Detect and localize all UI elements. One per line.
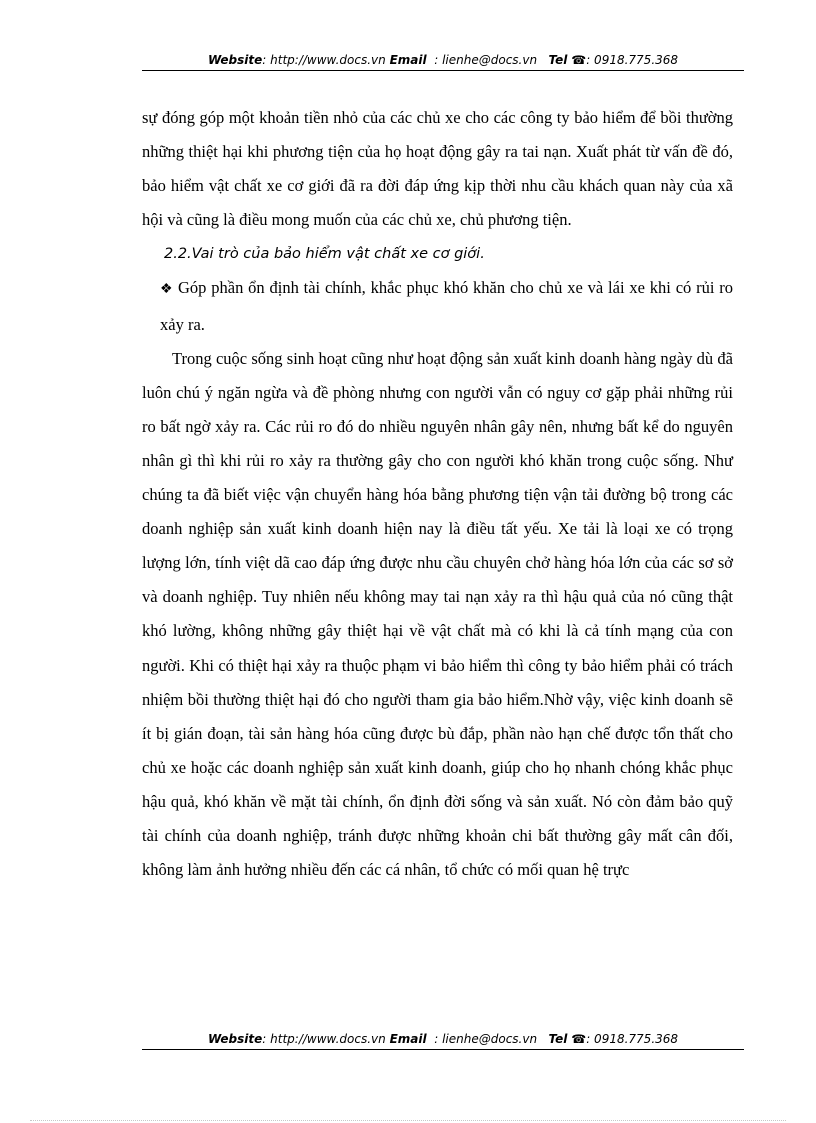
section-heading: 2.2.Vai trò của bảo hiểm vật chất xe cơ giới.: [164, 246, 485, 263]
page-footer: [142, 1031, 744, 1047]
phone-icon: ☎: [571, 1032, 587, 1046]
header-email-address[interactable]: : lienhe@docs.vn: [430, 53, 538, 67]
footer-tel-number: : 0918.775.368: [586, 1032, 679, 1046]
footer-website-url[interactable]: : http://www.docs.vn: [262, 1032, 386, 1046]
diamond-bullet-icon: ❖: [160, 282, 173, 298]
header-email-label: Email: [389, 53, 427, 67]
footer-tel-label: Tel: [548, 1032, 568, 1046]
header-tel-number: : 0918.775.368: [586, 53, 679, 67]
header-divider: [142, 70, 744, 71]
document-body: [142, 101, 733, 887]
page-edge-divider: [30, 1120, 786, 1121]
bullet-item: [142, 271, 733, 341]
header-tel-label: Tel: [548, 53, 568, 67]
footer-website-label: Website: [207, 1032, 263, 1046]
phone-icon: ☎: [571, 53, 587, 67]
footer-email-label: Email: [389, 1032, 427, 1046]
page-header: [142, 52, 744, 68]
footer-email-address[interactable]: : lienhe@docs.vn: [430, 1032, 538, 1046]
paragraph-main: Trong cuộc sống sinh hoạt cũng như hoạt động sản xuất kinh doanh hàng ngày dù đã luôn chú ý ngăn ngừa và đề phòng nhưng con người vẫn có nguy cơ gặp phải những rủi ro bất ngờ xảy ra. Các rủi ro đó do nhiều nguyên nhân gây nên, nhưng bất kể do nguyên nhân gì thì khi rủi ro xảy ra thường gây cho con người khó khăn trong cuộc sống. Như chúng ta đã biết việc vận chuyển hàng hóa bằng phương tiện vận tải đường bộ trong các doanh nghiệp sản xuất kinh doanh hiện nay là điều tất yếu. Xe tải là loại xe có trọng lượng lớn, tính việt dã cao đáp ứng được nhu cầu chuyên chở hàng hóa lớn của các sơ sở và doanh nghiệp. Tuy nhiên nếu không may tai nạn xảy ra thì hậu quả của nó cũng thật khó lường, không những gây thiệt hại về vật chất mà có khi là cả tính mạng của con người. Khi có thiệt hại xảy ra thuộc phạm vi bảo hiểm thì công ty bảo hiểm phải có trách nhiệm bồi thường thiệt hại đó cho người tham gia bảo hiểm.Nhờ vậy, việc kinh doanh sẽ ít bị gián đoạn, tài sản hàng hóa cũng được bù đắp, phần nào hạn chế được tổn thất cho chủ xe hoặc các doanh nghiệp sản xuất kinh doanh, giúp cho họ nhanh chóng khắc phục hậu quả, khó khăn về mặt tài chính, ổn định đời sống và sản xuất. Nó còn đảm bảo quỹ tài chính của doanh nghiệp, tránh được những khoản chi bất thường gây mất cân đối, không làm ảnh hưởng nhiều đến các cá nhân, tổ chức có mối quan hệ trực: [142, 348, 733, 880]
header-website-label: Website: [207, 53, 263, 67]
paragraph-intro: sự đóng góp một khoản tiền nhỏ của các chủ xe cho các công ty bảo hiểm để bồi thường những thiệt hại khi phương tiện của họ hoạt động gây ra tai nạn. Xuất phát từ vấn đề đó, bảo hiểm vật chất xe cơ giới đã ra đời đáp ứng kịp thời nhu cầu khách quan này của xã hội và cũng là điều mong muốn của các chủ xe, chủ phương tiện.: [142, 108, 733, 230]
bullet-item-text: Góp phần ổn định tài chính, khắc phục khó khăn cho chủ xe và lái xe khi có rủi ro xảy ra.: [160, 278, 733, 334]
footer-divider: [142, 1049, 744, 1050]
header-website-url[interactable]: : http://www.docs.vn: [262, 53, 386, 67]
